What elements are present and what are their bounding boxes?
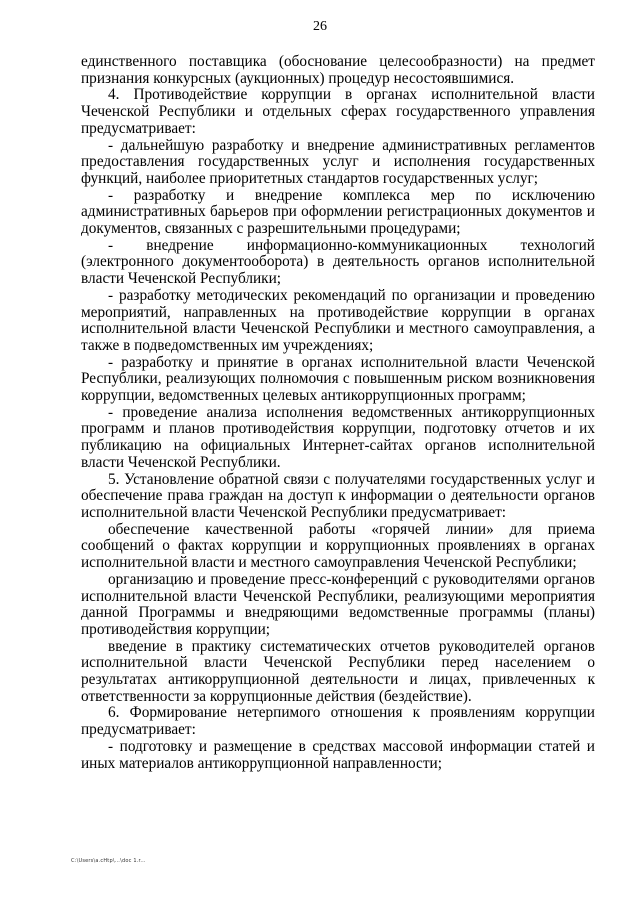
paragraph-item: - дальнейшую разработку и внедрение административных регламентов предоставления государственных услуг и исполнения государственных функций, наиболее приоритетных стандартов государственных услуг; (81, 136, 595, 187)
paragraph-item: введение в практику систематических отчетов руководителей органов исполнительной власти Чеченской Республики перед населением о результатах антикоррупционной деятельности и лицах, привлеченных к ответственности за коррупционные действия (бездействие). (81, 637, 595, 705)
paragraph-item: обеспечение качественной работы «горячей линии» для приема сообщений о фактах коррупции и коррупционных проявлениях в органах исполнительной власти и местного самоуправления Чеченской Республики; (81, 520, 595, 572)
paragraph-item: - проведение анализа исполнения ведомственных антикоррупционных программ и планов противодействия коррупции, подготовку отчетов и их публикацию на официальных Интернет-сайтах органов исполнительной власти Чеченской Республики. (81, 403, 595, 471)
paragraph-section-5: 5. Установление обратной связи с получателями государственных услуг и обеспечение права граждан на доступ к информации о деятельности органов исполнительной власти Чеченской Республики предусматривает: (81, 470, 595, 521)
footer-file-path: C:\Users\a.cHtp\...\doc 1.r... (71, 858, 146, 864)
paragraph-section-4: 4. Противодействие коррупции в органах исполнительной власти Чеченской Республики и отдельных сферах государственного управления предусматривает: (81, 86, 595, 137)
document-body (81, 54, 595, 772)
paragraph-section-6: 6. Формирование нетерпимого отношения к проявлениям коррупции предусматривает: (81, 704, 595, 739)
paragraph-item: - разработку и принятие в органах исполнительной власти Чеченской Республики, реализующих полномочия с повышенным риском возникновения коррупции, ведомственных целевых антикоррупционных программ; (81, 353, 595, 405)
paragraph-item: организацию и проведение пресс-конференций с руководителями органов исполнительной власти Чеченской Республики, реализующими мероприятия данной Программы и внедряющими ведомственные программы (планы) противодействия коррупции; (81, 570, 595, 638)
paragraph-item: - внедрение информационно-коммуникационных технологий (электронного документооборота) в деятельность органов исполнительной власти Чеченской Республики; (81, 236, 595, 288)
paragraph-item: - подготовку и размещение в средствах массовой информации статей и иных материалов антикоррупционной направленности; (81, 737, 595, 772)
page-number: 26 (313, 19, 327, 34)
paragraph-continuation: единственного поставщика (обоснование целесообразности) на предмет признания конкурсных (аукционных) процедур несостоявшимися. (81, 53, 595, 87)
paragraph-item: - разработку и внедрение комплекса мер по исключению административных барьеров при оформлении регистрационных документов и документов, связанных с разрешительными процедурами; (81, 186, 595, 238)
paragraph-item: - разработку методических рекомендаций по организации и проведению мероприятий, направленных на противодействие коррупции в органах исполнительной власти Чеченской Республики и местного самоуправления, а также в подведомственных им учреждениях; (81, 286, 595, 354)
